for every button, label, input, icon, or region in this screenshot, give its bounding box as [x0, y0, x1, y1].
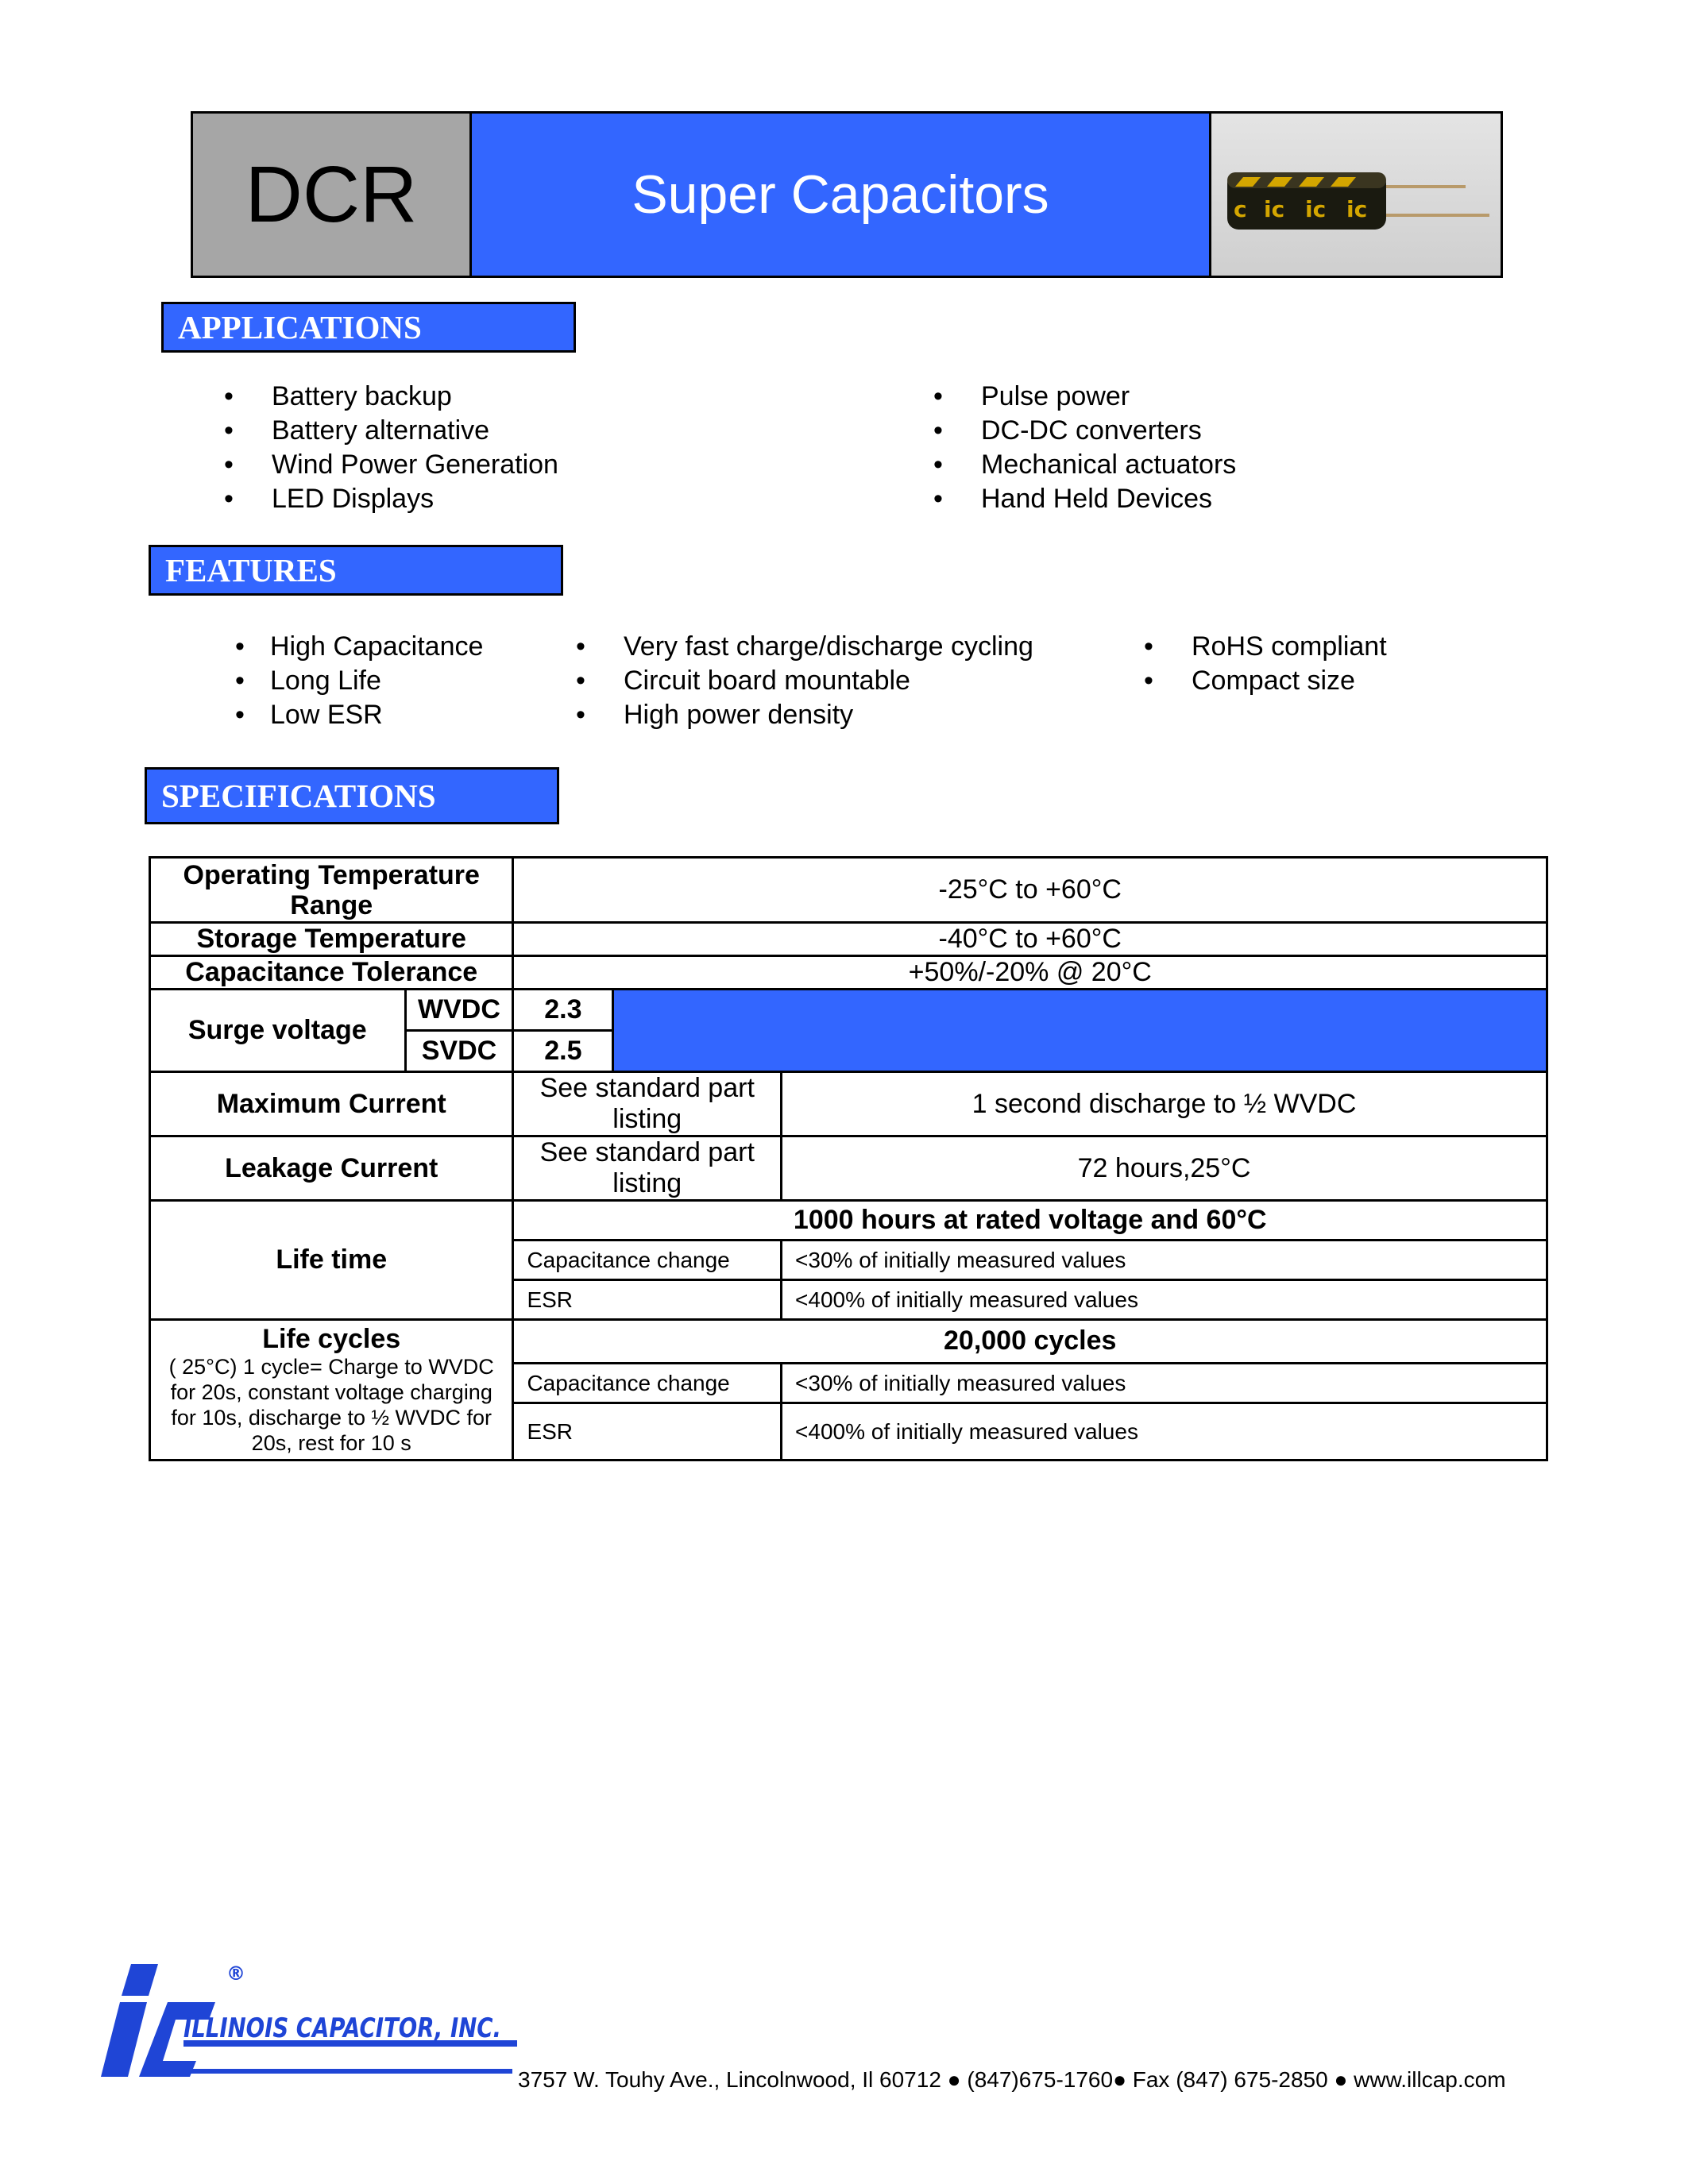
- table-row: [150, 858, 1547, 923]
- list-item: • RoHS compliant: [1136, 630, 1387, 664]
- applications-list-left: [216, 380, 558, 516]
- list-item: • Mechanical actuators: [925, 448, 1236, 482]
- features-list-col1: [232, 630, 483, 732]
- illinois-capacitor-logo: [107, 1958, 520, 2081]
- list-item: • Compact size: [1136, 664, 1387, 698]
- table-row: [150, 1072, 1547, 1136]
- table-row: [150, 1201, 1547, 1241]
- svg-text:ic: ic: [1346, 196, 1368, 222]
- list-item: • Low ESR: [232, 698, 483, 732]
- list-item: • DC-DC converters: [925, 414, 1236, 448]
- surge-voltage-label: Surge voltage: [150, 990, 406, 1072]
- title-banner: [191, 111, 1503, 278]
- life-cycles-param: Capacitance change: [513, 1363, 782, 1403]
- table-row: [150, 923, 1547, 956]
- operating-temp-value: -25°C to +60°C: [513, 858, 1547, 923]
- list-item: • Circuit board mountable: [568, 664, 1033, 698]
- leakage-current-value: See standard part listing: [513, 1136, 782, 1201]
- operating-temp-label: Operating Temperature Range: [150, 858, 513, 923]
- list-item: • High Capacitance: [232, 630, 483, 664]
- page-title: Super Capacitors: [472, 114, 1211, 276]
- list-item: • Very fast charge/discharge cycling: [568, 630, 1033, 664]
- features-heading: FEATURES: [149, 545, 563, 596]
- list-item: • High power density: [568, 698, 1033, 732]
- life-cycles-heading: 20,000 cycles: [513, 1320, 1547, 1364]
- svdc-value: 2.5: [513, 1031, 613, 1072]
- leakage-current-label: Leakage Current: [150, 1136, 513, 1201]
- svdc-label: SVDC: [405, 1031, 513, 1072]
- life-time-param: ESR: [513, 1280, 782, 1320]
- life-time-heading: 1000 hours at rated voltage and 60°C: [513, 1201, 1547, 1241]
- applications-heading: APPLICATIONS: [161, 302, 576, 353]
- list-item: • Wind Power Generation: [216, 448, 558, 482]
- life-time-param: Capacitance change: [513, 1241, 782, 1280]
- list-item: • Pulse power: [925, 380, 1236, 414]
- specifications-table: [149, 856, 1548, 1461]
- list-item: • LED Displays: [216, 482, 558, 516]
- features-list-col3: [1136, 630, 1387, 698]
- cap-tolerance-value: +50%/-20% @ 20°C: [513, 956, 1547, 990]
- svg-text:ic: ic: [1264, 196, 1285, 222]
- table-row: [150, 990, 1547, 1031]
- max-current-label: Maximum Current: [150, 1072, 513, 1136]
- capacitor-icon: [1211, 114, 1501, 276]
- features-list-col2: [568, 630, 1033, 732]
- life-cycles-value: <30% of initially measured values: [782, 1363, 1547, 1403]
- surge-voltage-fill: [613, 990, 1547, 1072]
- company-name: ILLINOIS CAPACITOR, INC.: [183, 2012, 501, 2044]
- svg-text:ic: ic: [1305, 196, 1327, 222]
- life-cycles-label: Life cycles: [262, 1324, 401, 1354]
- table-row: [150, 956, 1547, 990]
- registered-mark: ®: [226, 1962, 245, 1985]
- company-logo: [107, 1958, 520, 2081]
- wvdc-value: 2.3: [513, 990, 613, 1031]
- supercapacitor-photo: [1211, 114, 1501, 276]
- life-time-label: Life time: [150, 1201, 513, 1320]
- life-time-value: <400% of initially measured values: [782, 1280, 1547, 1320]
- list-item: • Battery backup: [216, 380, 558, 414]
- life-cycles-cell: [150, 1320, 513, 1461]
- table-row: [150, 1320, 1547, 1364]
- life-cycles-param: ESR: [513, 1403, 782, 1461]
- life-cycles-value: <400% of initially measured values: [782, 1403, 1547, 1461]
- cap-tolerance-label: Capacitance Tolerance: [150, 956, 513, 990]
- list-item: • Battery alternative: [216, 414, 558, 448]
- series-code: DCR: [193, 114, 472, 276]
- table-row: [150, 1136, 1547, 1201]
- life-cycles-note: ( 25°C) 1 cycle= Charge to WVDC for 20s, constant voltage charging for 10s, discharge to ½ WVDC for 20s, rest for 10 s: [168, 1355, 494, 1455]
- svg-text:c: c: [1234, 196, 1247, 222]
- list-item: • Hand Held Devices: [925, 482, 1236, 516]
- applications-list-right: [925, 380, 1236, 516]
- storage-temp-label: Storage Temperature: [150, 923, 513, 956]
- leakage-current-condition: 72 hours,25°C: [782, 1136, 1547, 1201]
- company-address: 3757 W. Touhy Ave., Lincolnwood, Il 60712 ● (847)675-1760● Fax (847) 675-2850 ● www.illcap.com: [518, 2067, 1506, 2092]
- max-current-value: See standard part listing: [513, 1072, 782, 1136]
- specifications-heading: SPECIFICATIONS: [145, 767, 559, 824]
- storage-temp-value: -40°C to +60°C: [513, 923, 1547, 956]
- wvdc-label: WVDC: [405, 990, 513, 1031]
- list-item: • Long Life: [232, 664, 483, 698]
- life-time-value: <30% of initially measured values: [782, 1241, 1547, 1280]
- max-current-condition: 1 second discharge to ½ WVDC: [782, 1072, 1547, 1136]
